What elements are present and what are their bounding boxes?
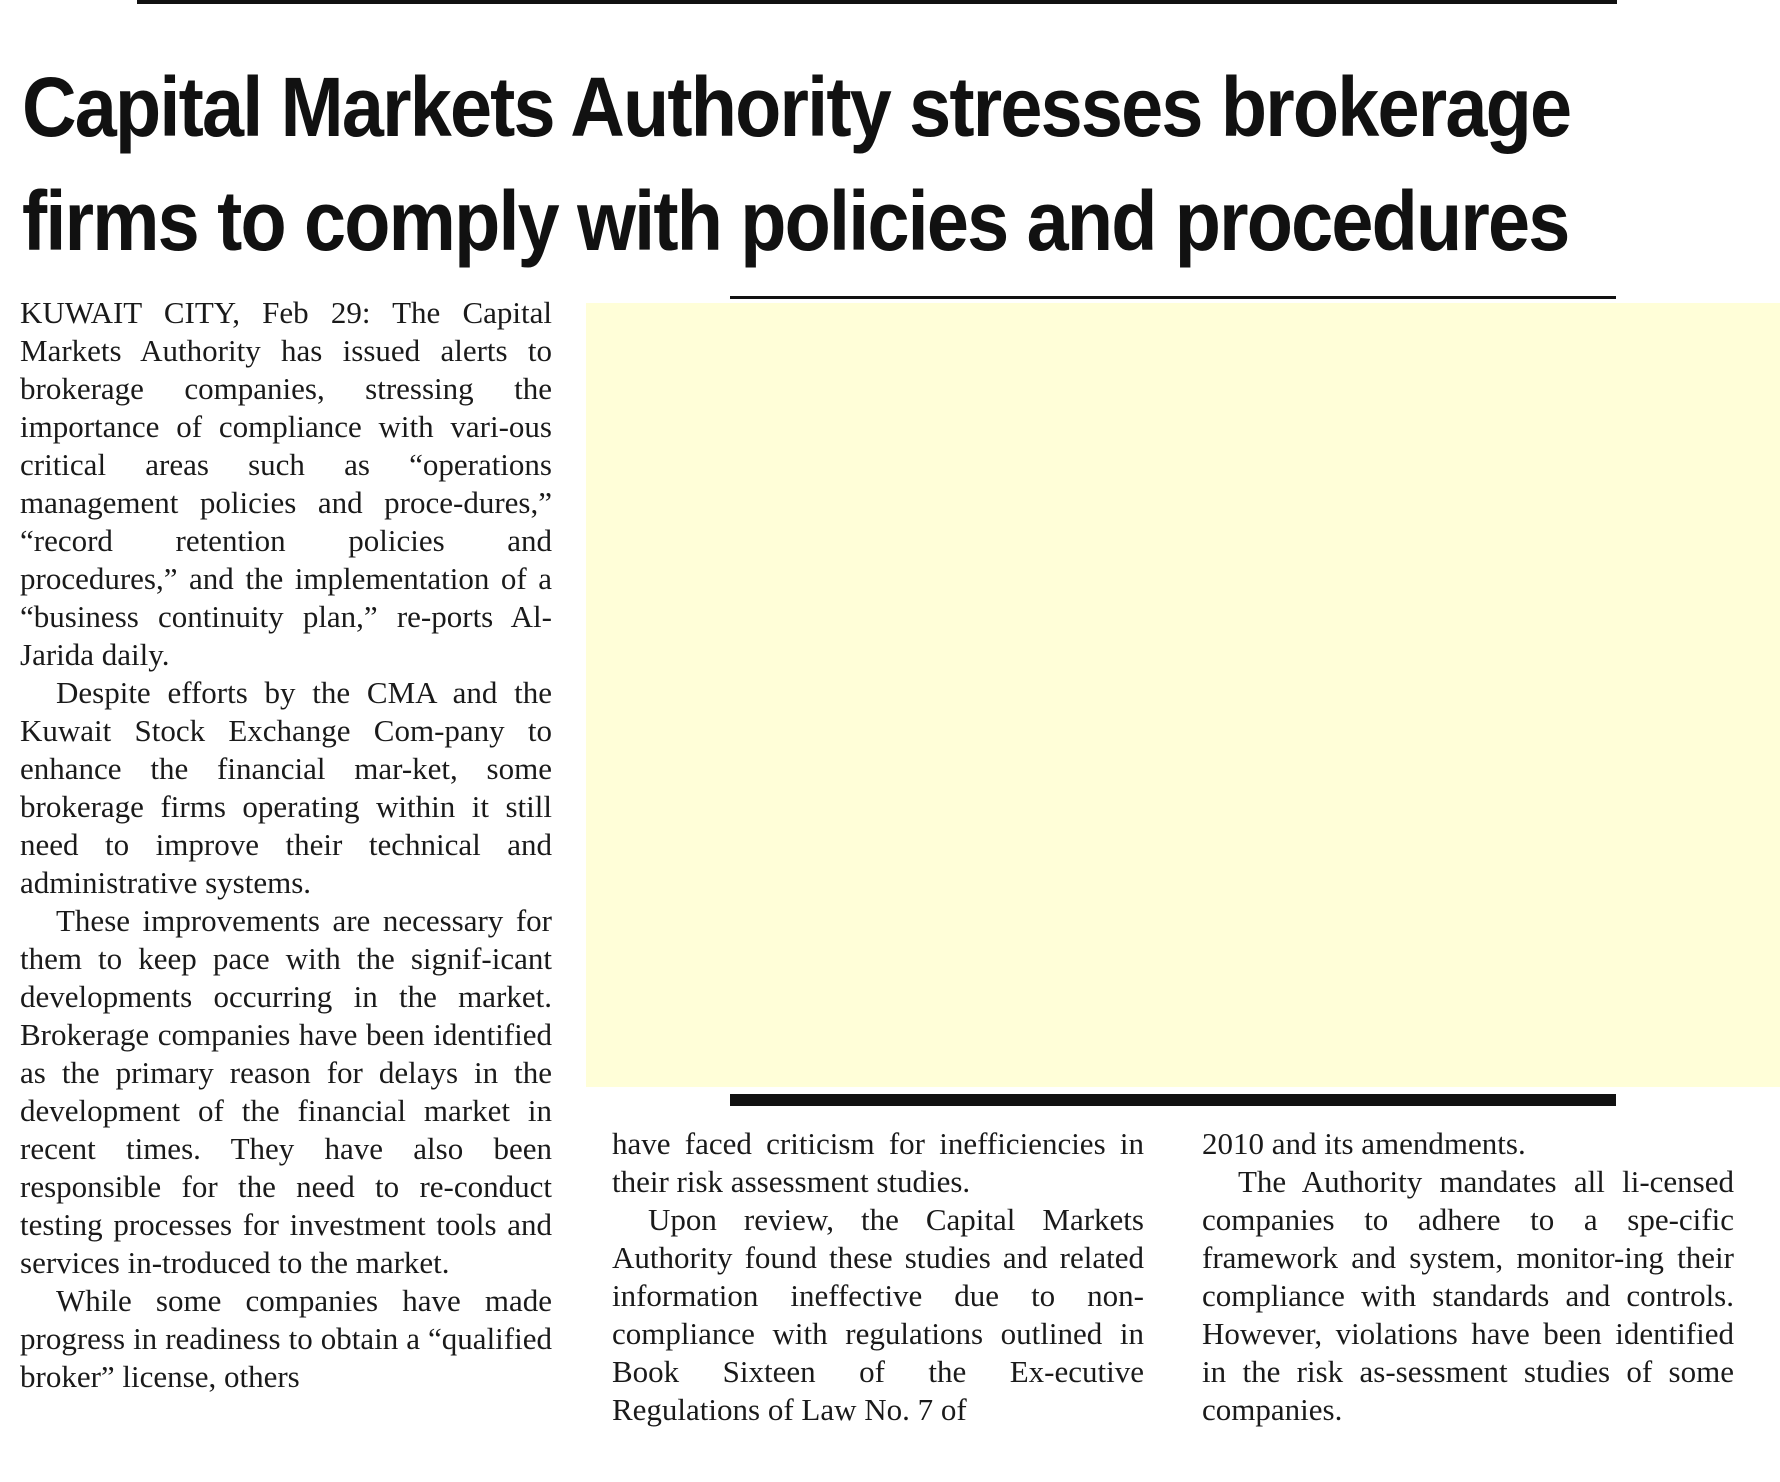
article-column-2 <box>612 1125 1144 1429</box>
article-column-1 <box>20 294 552 1396</box>
paragraph: 2010 and its amendments. <box>1202 1126 1526 1161</box>
headline <box>22 50 1588 278</box>
photo-bottom-rule <box>730 1094 1616 1106</box>
paragraph: KUWAIT CITY, Feb 29: The Capital Markets Authority has issued alerts to brokerage companies, stressing the importance of compliance with vari-ous critical areas such as “operations management policies and proce-dures,” “record retention policies and procedures,” and the implementation of a “business continuity plan,” re-ports Al-Jarida daily. <box>20 295 552 672</box>
headline-line-1: Capital Markets Authority stresses brokerage <box>22 60 1571 154</box>
paragraph: The Authority mandates all li-censed companies to adhere to a spe-cific framework and system, monitor-ing their compliance with standards and controls. However, violations have been identified in the risk as-sessment studies of some companies. <box>1202 1164 1734 1427</box>
photo-top-rule <box>730 296 1616 299</box>
top-rule <box>137 0 1617 4</box>
paragraph: These improvements are necessary for them to keep pace with the signif-icant developments occurring in the market. Brokerage companies have been identified as the primary reason for delays in the development of the financial market in recent times. They have also been responsible for the need to re-conduct testing processes for investment tools and services in-troduced to the market. <box>20 903 552 1280</box>
photo-placeholder <box>586 303 1780 1087</box>
paragraph: Upon review, the Capital Markets Authority found these studies and related information ineffective due to non-compliance with regulations outlined in Book Sixteen of the Ex-ecutive Regulations of Law No. 7 of <box>612 1202 1144 1427</box>
article-column-3 <box>1202 1125 1734 1429</box>
paragraph: have faced criticism for inefficiencies in their risk assessment studies. <box>612 1126 1144 1199</box>
headline-line-2: firms to comply with policies and procedures <box>22 174 1569 268</box>
paragraph: While some companies have made progress in readiness to obtain a “qualified broker” license, others <box>20 1283 552 1394</box>
paragraph: Despite efforts by the CMA and the Kuwait Stock Exchange Com-pany to enhance the financial mar-ket, some brokerage firms operating within it still need to improve their technical and administrative systems. <box>20 675 552 900</box>
